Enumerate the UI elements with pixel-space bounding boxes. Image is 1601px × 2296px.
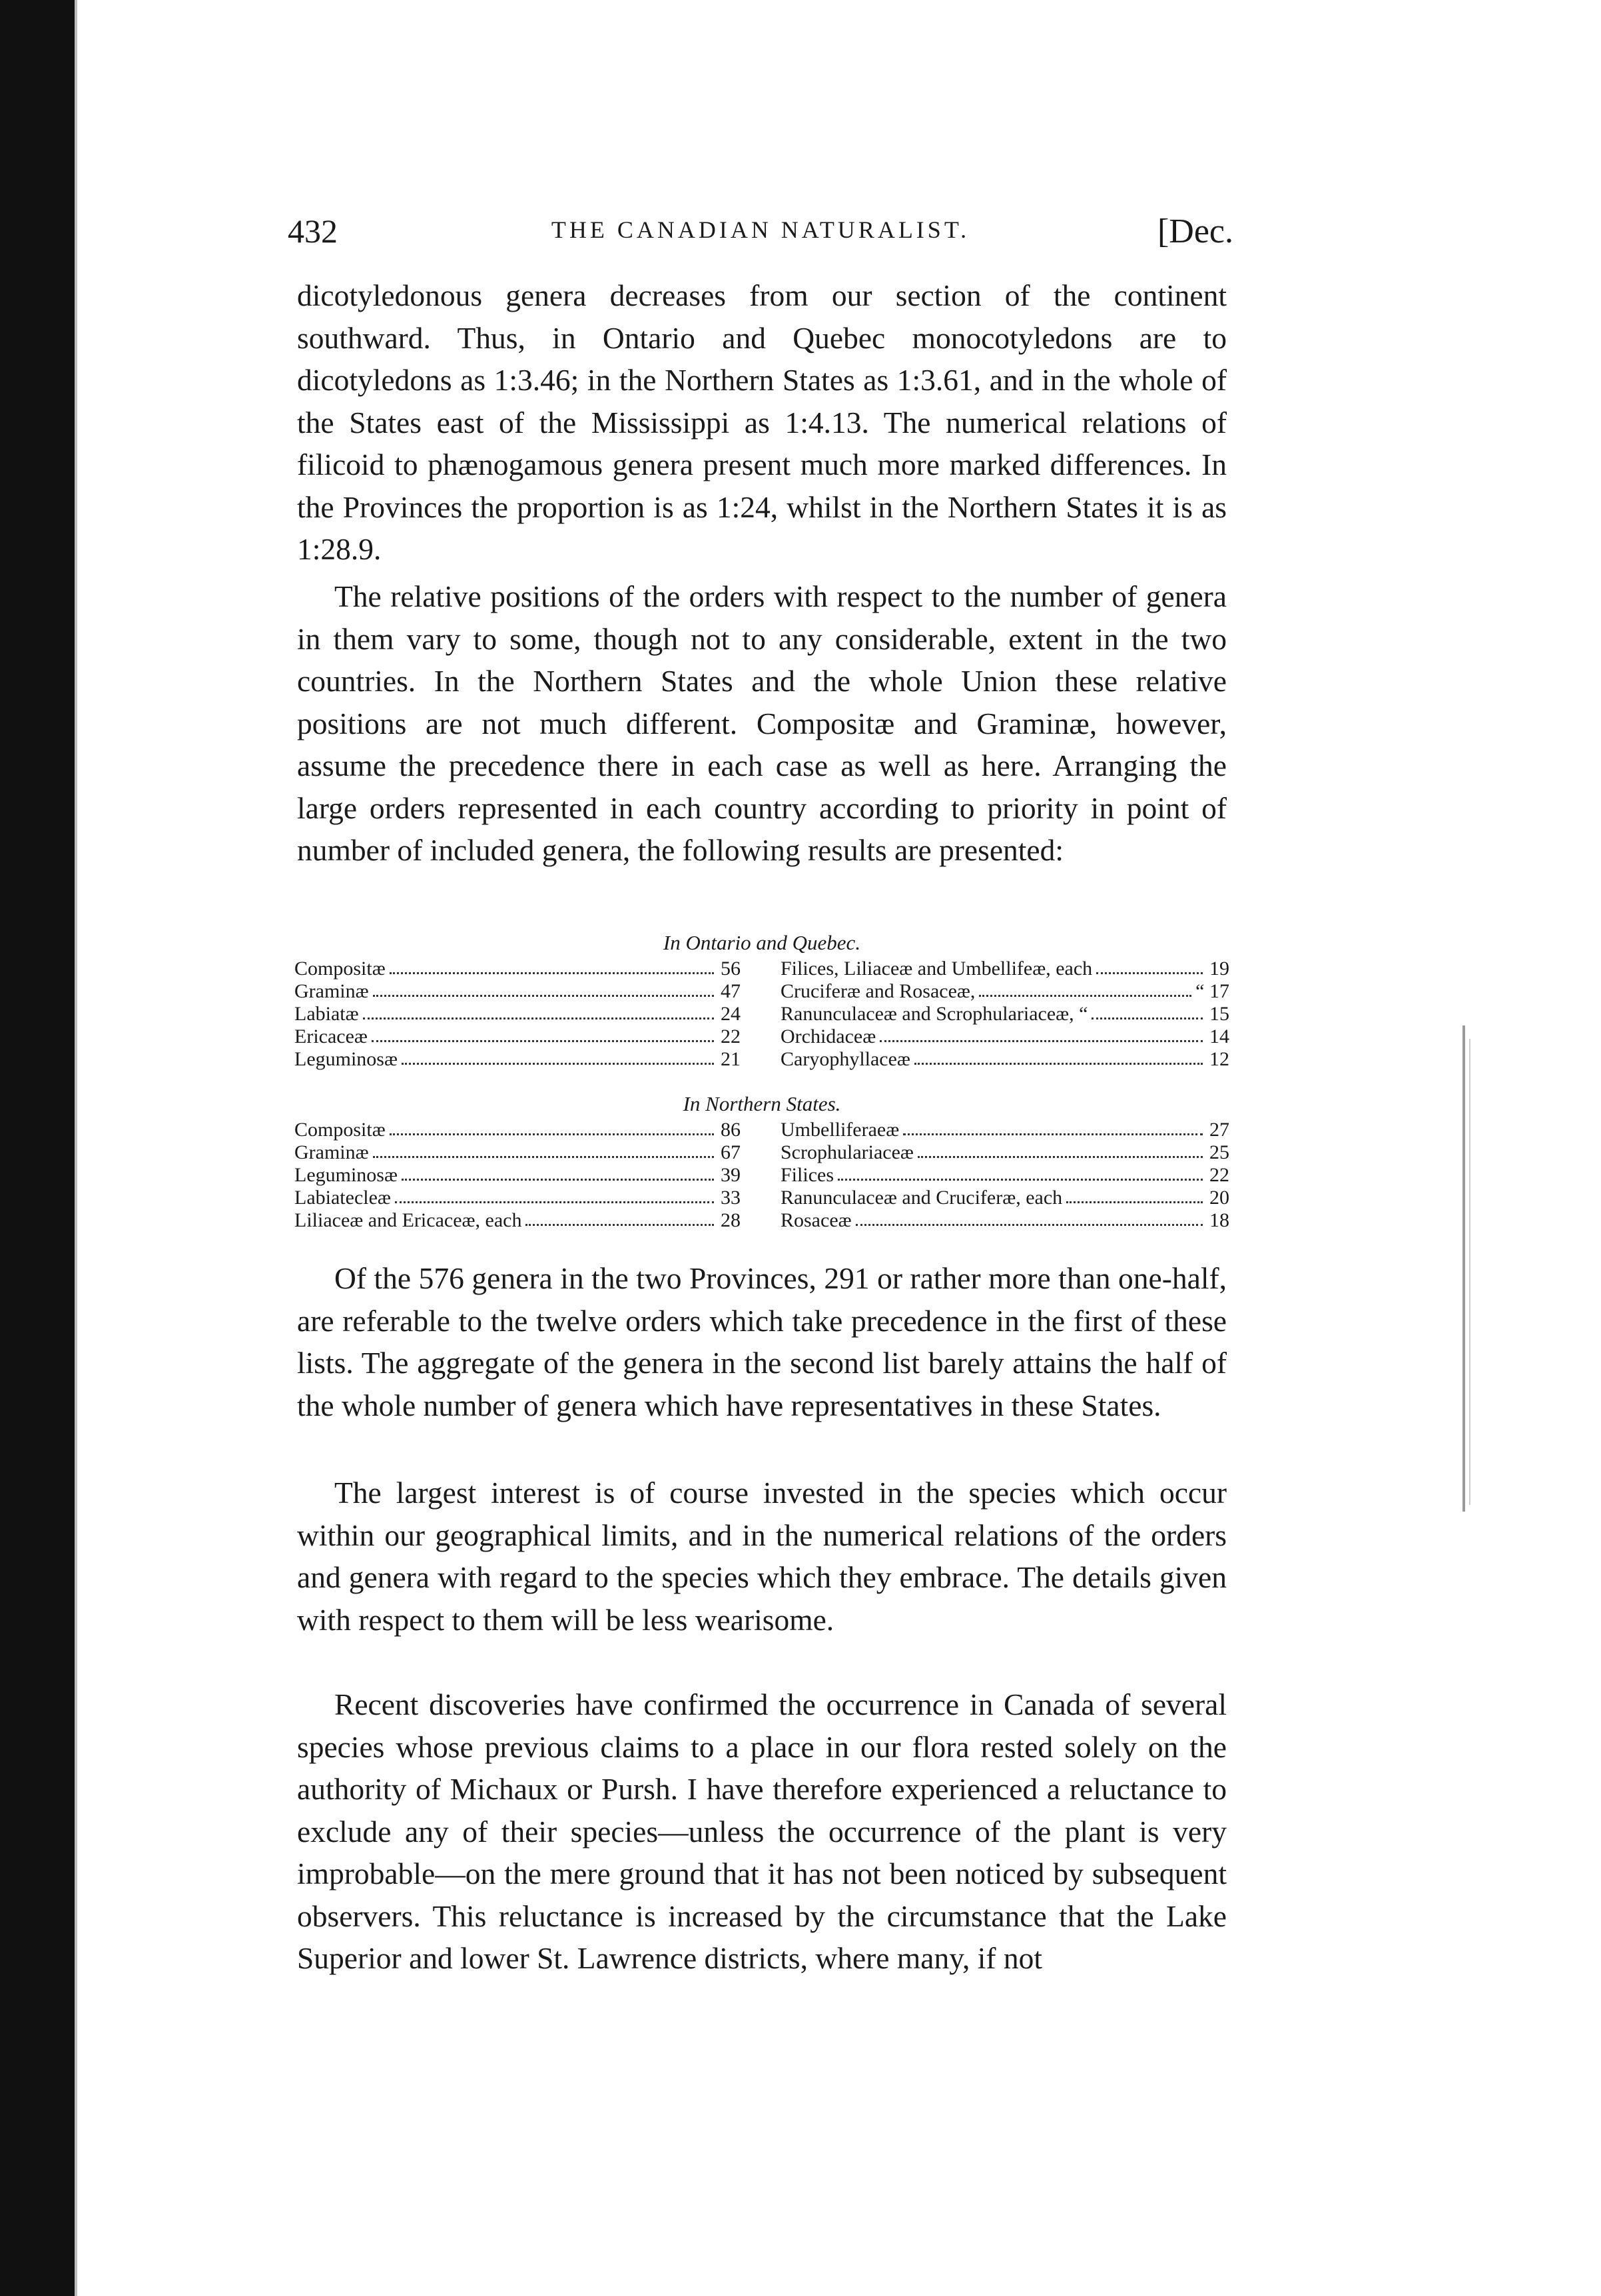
order-name: Ranunculaceæ and Scrophulariaceæ, “ [781, 1003, 1088, 1025]
list-item [294, 1187, 741, 1209]
list-column-right [781, 958, 1229, 1071]
genera-count: “ 17 [1195, 980, 1229, 1002]
list-item [294, 1048, 741, 1071]
genera-count: 12 [1209, 1048, 1229, 1070]
list-item [294, 1141, 741, 1164]
order-name: Compositæ [294, 1119, 386, 1141]
running-header [288, 212, 1233, 252]
order-name: Scrophulariaceæ [781, 1141, 914, 1163]
page-edge [75, 0, 77, 2296]
list-item [294, 1164, 741, 1187]
genera-count: 27 [1209, 1119, 1229, 1141]
genera-count: 18 [1209, 1209, 1229, 1231]
list-item [781, 1209, 1229, 1232]
paragraph-3-text: Of the 576 genera in the two Provinces, 291 or rather more than one-half, are referable to the twelve orders which take precedence in the first of these lists. The aggregate of the genera in the second list barely attains the half of the whole number of genera which have representatives in these States. [297, 1261, 1227, 1422]
paragraph-2-text: The relative positions of the orders with respect to the number of genera in them vary to some, though not to any considerable, extent in the two countries. In the Northern States and the whole Union these relative positions are not much different. Compositæ and Graminæ, however, assume the precedence there in each case as well as here. Arranging the large orders represented in each country according to priority in point of number of included genera, the following results are presented: [297, 579, 1227, 867]
section-mark: [Dec. [1157, 212, 1233, 250]
list-item [781, 1187, 1229, 1209]
list-item [781, 958, 1229, 980]
list-item [294, 958, 741, 980]
page-number: 432 [288, 212, 338, 250]
genera-count: 22 [721, 1025, 741, 1047]
list-column-left [294, 1119, 741, 1232]
list-item [781, 1119, 1229, 1141]
list-item [781, 1141, 1229, 1164]
paragraph-3 [297, 1257, 1227, 1426]
order-name: Leguminosæ [294, 1164, 398, 1186]
order-name: Filices [781, 1164, 834, 1186]
list-heading-northern-states: In Northern States. [683, 1092, 841, 1115]
list-item [294, 1025, 741, 1048]
list-item [294, 1209, 741, 1232]
list-item [781, 1025, 1229, 1048]
list-column-right [781, 1119, 1229, 1232]
order-name: Caryophyllaceæ [781, 1048, 910, 1070]
list-item [781, 1003, 1229, 1025]
genera-count: 67 [721, 1141, 741, 1163]
genera-count: 20 [1209, 1187, 1229, 1209]
paragraph-1 [297, 274, 1227, 571]
order-name: Umbelliferaeæ [781, 1119, 900, 1141]
order-name: Ranunculaceæ and Cruciferæ, each [781, 1187, 1063, 1209]
list-item [294, 980, 741, 1003]
binding-mark [1462, 1025, 1465, 1512]
order-name: Compositæ [294, 958, 386, 980]
list-column-left [294, 958, 741, 1071]
order-name: Graminæ [294, 1141, 369, 1163]
order-name: Cruciferæ and Rosaceæ, [781, 980, 976, 1002]
order-name: Liliaceæ and Ericaceæ, each [294, 1209, 522, 1231]
paragraph-2 [297, 575, 1227, 872]
list-heading-ontario-quebec: In Ontario and Quebec. [663, 931, 861, 954]
genera-count: 39 [721, 1164, 741, 1186]
paragraph-5-text: Recent discoveries have confirmed the occurrence in Canada of several species whose previous claims to a place in our flora rested solely on the authority of Michaux or Pursh. I have therefore experienced a reluctance to exclude any of their species—unless the occurrence of the plant is very improbable—on the mere ground that it has not been noticed by subsequent observers. This reluctance is increased by the circumstance that the Lake Superior and lower St. Lawrence districts, where many, if not [297, 1687, 1227, 1975]
genera-count: 28 [721, 1209, 741, 1231]
order-name: Labiatecleæ [294, 1187, 391, 1209]
genera-count: 25 [1209, 1141, 1229, 1163]
list-item [781, 1048, 1229, 1071]
genera-count: 24 [721, 1003, 741, 1025]
order-name: Leguminosæ [294, 1048, 398, 1070]
order-name: Filices, Liliaceæ and Umbellifeæ, each [781, 958, 1093, 980]
list-item [294, 1119, 741, 1141]
genera-count: 47 [721, 980, 741, 1002]
genera-count: 19 [1209, 958, 1229, 980]
order-name: Graminæ [294, 980, 369, 1002]
list-item [781, 1164, 1229, 1187]
genera-count: 22 [1209, 1164, 1229, 1186]
list-item [294, 1003, 741, 1025]
genera-count: 86 [721, 1119, 741, 1141]
genera-count: 33 [721, 1187, 741, 1209]
paragraph-5 [297, 1683, 1227, 1980]
genera-count: 21 [721, 1048, 741, 1070]
list-item [781, 980, 1229, 1003]
genera-count: 14 [1209, 1025, 1229, 1047]
scan-margin [0, 0, 75, 2296]
genera-count: 15 [1209, 1003, 1229, 1025]
running-title: THE CANADIAN NATURALIST. [551, 216, 970, 243]
paragraph-1-text: dicotyledonous genera decreases from our section of the continent southward. Thus, in Ontario and Quebec monocotyledons are to dicotyledons as 1:3.46; in the Northern States as 1:3.61, and in the whole of the States east of the Mississippi as 1:4.13. The numerical relations of filicoid to phænogamous genera present much more marked differences. In the Provinces the proportion is as 1:24, whilst in the Northern States it is as 1:28.9. [297, 278, 1227, 566]
order-name: Orchidaceæ [781, 1025, 876, 1047]
paragraph-4 [297, 1472, 1227, 1641]
paragraph-4-text: The largest interest is of course invested in the species which occur within our geographical limits, and in the numerical relations of the orders and genera with regard to the species which they embrace. The details given with respect to them will be less wearisome. [297, 1476, 1227, 1637]
order-name: Ericaceæ [294, 1025, 368, 1047]
order-name: Labiatæ [294, 1003, 359, 1025]
binding-mark-secondary [1469, 1039, 1470, 1505]
genera-count: 56 [721, 958, 741, 980]
order-name: Rosaceæ [781, 1209, 852, 1231]
